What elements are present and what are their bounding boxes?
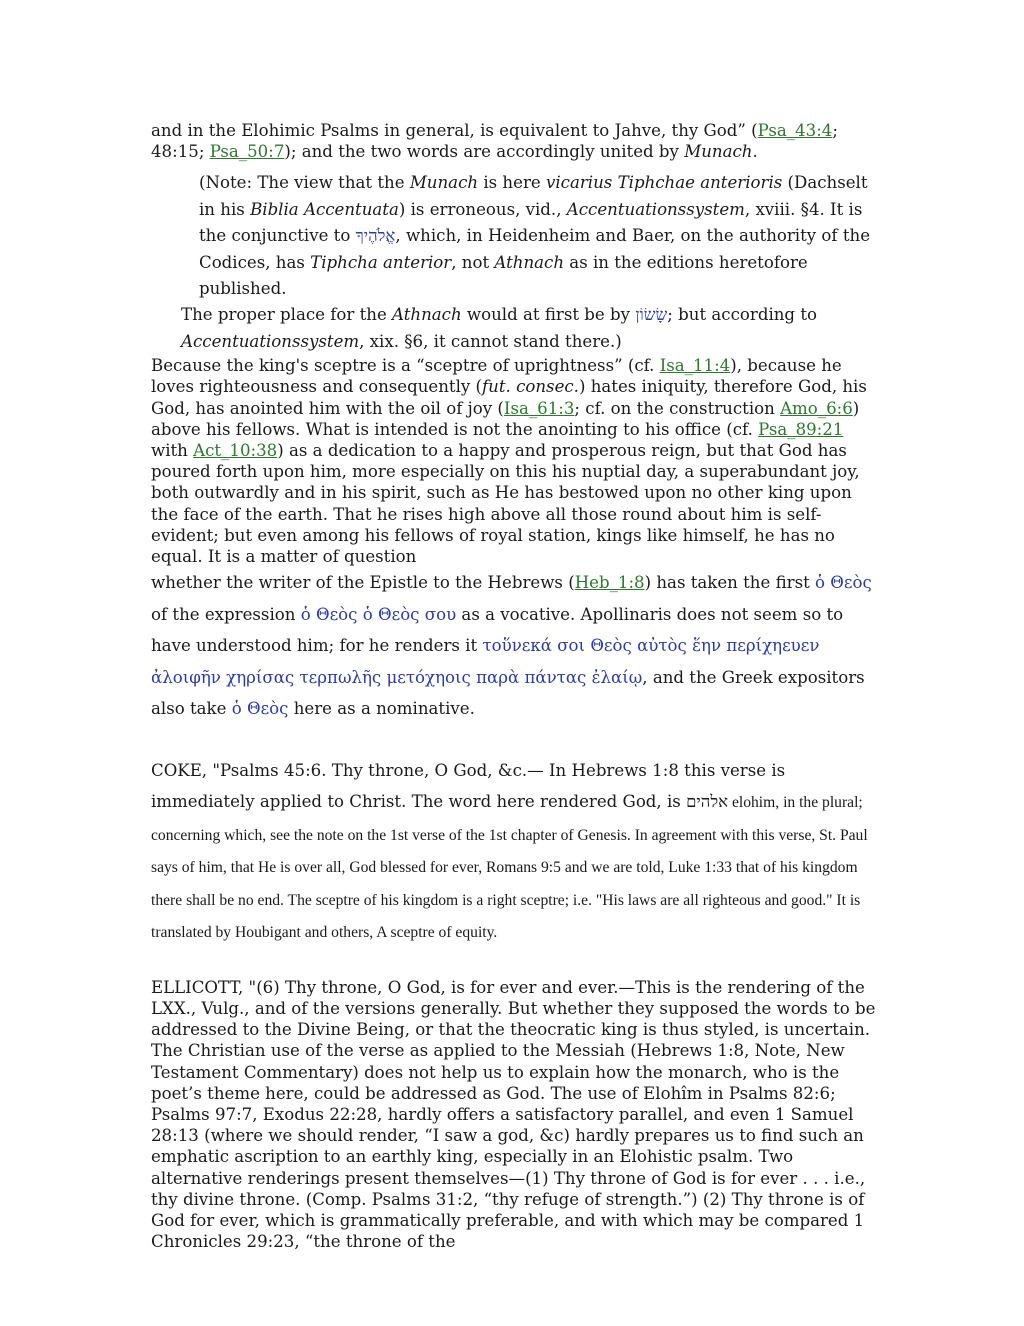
spacer xyxy=(151,949,881,977)
text-run: COKE, "Psalms 45:6. Thy throne, O God, &c.— In Hebrews 1:8 this verse is immediately applied to Christ. The word here rendered God, is xyxy=(151,760,786,812)
italic-term: fut. consec. xyxy=(482,377,579,397)
text-run: as in the editions heretofore published. xyxy=(199,252,808,299)
italic-term: Tiphcha anterior xyxy=(310,252,452,272)
spacer xyxy=(151,725,881,755)
text-run: here as a nominative. xyxy=(288,699,475,719)
amo-6-6-link[interactable]: Amo_6:6 xyxy=(780,398,853,418)
text-run: ; but according to xyxy=(667,305,817,325)
text-run: ; 48:15; xyxy=(151,121,838,162)
text-run: ); and the two words are accordingly united by xyxy=(284,142,685,162)
greek-phrase: ὁ Θεὸς xyxy=(815,573,872,593)
heb-1-8-link[interactable]: Heb_1:8 xyxy=(574,573,645,593)
hebrew-word: שָׂשׂוֹן xyxy=(635,305,668,325)
text-run: ) is erroneous, vid., xyxy=(398,199,567,219)
italic-term: Athnach xyxy=(392,305,462,325)
psa-89-21-link[interactable]: Psa_89:21 xyxy=(758,419,844,439)
text-run: ) hates iniquity, therefore God, his God, has anointed him with the oil of joy ( xyxy=(151,377,867,418)
text-run: , not xyxy=(451,252,495,272)
psa-43-4-link[interactable]: Psa_43:4 xyxy=(757,121,833,140)
text-run: , xix. §6, it cannot stand there.) xyxy=(359,331,622,351)
sceptre-paragraph xyxy=(151,355,881,567)
text-run: ) above his fellows. What is intended is not the anointing to his office (cf. xyxy=(151,398,860,439)
act-10-38-link[interactable]: Act_10:38 xyxy=(193,441,278,461)
document-page xyxy=(151,120,881,1252)
hebrew-word: אלהים xyxy=(686,792,729,812)
text-run: , and the Greek expositors also take xyxy=(151,667,865,719)
text-run: as a vocative. Apollinaris does not seem so to have understood him; for he renders it xyxy=(151,604,844,656)
psa-50-7-link[interactable]: Psa_50:7 xyxy=(209,142,285,162)
italic-term: Athnach xyxy=(494,252,565,272)
coke-commentary xyxy=(151,755,881,949)
ellicott-commentary: ELLICOTT, "(6) Thy throne, O God, is for ever and ever.—This is the rendering of the LXX., Vulg., and of the versions generally. But whether they supposed the words to be addressed to the Divine Being, or that the theocratic king is thus styled, is uncertain. The Christian use of the verse as applied to the Messiah (Hebrews 1:8, Note, New Testament Commentary) does not help us to explain how the monarch, who is the poet’s theme here, could be addressed as God. The use of Elohîm in Psalms 82:6; Psalms 97:7, Exodus 22:28, hardly offers a satisfactory parallel, and even 1 Samuel 28:13 (where we should render, “I saw a god, &c) hardly prepares us to find such an emphatic ascription to an earthly king, especially in an Elohistic psalm. Two alternative renderings present themselves—(1) Thy throne of God is for ever . . . i.e., thy divine throne. (Comp. Psalms 31:2, “thy refuge of strength.”) (2) Thy throne is of God for ever, which is grammatically preferable, and with which may be compared 1 Chronicles 29:23, “the throne of the xyxy=(151,977,876,1252)
text-run: Because the king's sceptre is a “sceptre of uprightness” (cf. xyxy=(151,356,660,376)
text-run: The proper place for the xyxy=(181,305,393,325)
hebrews-paragraph xyxy=(151,567,881,725)
text-run: (Note: The view that the xyxy=(199,173,410,193)
italic-term: vicarius Tiphchae anterioris xyxy=(545,173,783,193)
text-run: , xviii. §4. It is the conjunctive to xyxy=(199,199,863,246)
italic-term: Accentuationssystem xyxy=(566,199,745,219)
italic-term: Munach xyxy=(684,142,753,162)
text-run: ) has taken the first xyxy=(644,573,816,593)
greek-phrase: ὁ Θεὸς ὁ Θεὸς σου xyxy=(300,604,457,624)
text-run: of the expression xyxy=(151,604,301,624)
italic-term: Biblia Accentuata xyxy=(250,199,399,219)
isa-61-3-link[interactable]: Isa_61:3 xyxy=(503,398,575,418)
note-paragraph xyxy=(181,302,881,355)
text-run: elohim, in the plural; concerning which, see the note on the 1st verse of the 1st chapter of Genesis. In agreement with this verse, St. Paul says of him, that He is over all, God blessed for ever, Romans 9:5 and we are told, Luke 1:33 that of his kingdom there shall be no end. The sceptre of his kingdom is a right sceptre; i.e. "His laws are all righteous and good." It is translated by Houbigant and others, A sceptre of equity. xyxy=(151,794,868,942)
accent-note xyxy=(151,170,881,355)
text-run: (Dachselt in his xyxy=(199,173,868,219)
text-run: , which, in Heidenheim and Baer, on the authority of the Codices, has xyxy=(199,226,871,272)
greek-phrase: ὁ Θεὸς xyxy=(231,699,289,719)
hebrew-word: אֱלֹהֶיךָ xyxy=(355,226,396,246)
italic-term: Accentuationssystem xyxy=(181,331,360,351)
text-run: would at first be by xyxy=(461,305,636,325)
text-run: . xyxy=(752,142,758,162)
text-run: ), because he loves righteousness and consequently ( xyxy=(151,356,842,397)
text-run: and in the Elohimic Psalms in general, is equivalent to Jahve, thy God” ( xyxy=(151,121,758,140)
greek-phrase: τοὕνεκά σοι Θεὸς αὐτὸς ἕην περίχηευεν ἀλοιφῆν χηρίσας τερπωλῆς μετόχηοις παρὰ πάντας ἐλαίῳ xyxy=(151,636,820,687)
note-paragraph xyxy=(181,170,881,302)
italic-term: Munach xyxy=(409,173,479,193)
text-run: whether the writer of the Epistle to the Hebrews ( xyxy=(151,573,575,593)
delitzsch-continuation-paragraph xyxy=(151,120,881,162)
text-run: ) as a dedication to a happy and prosperous reign, but that God has poured forth upon him, more especially on this his nuptial day, a superabundant joy, both outwardly and in his spirit, such as He has bestowed upon no other king upon the face of the earth. That he rises high above all those round about him is self-evident; but even among his fellows of royal station, kings like himself, he has no equal. It is a matter of question xyxy=(151,441,860,567)
isa-11-4-link[interactable]: Isa_11:4 xyxy=(659,356,731,376)
text-run: is here xyxy=(478,173,546,193)
text-run: with xyxy=(151,441,194,461)
text-run: ; cf. on the construction xyxy=(574,398,781,418)
